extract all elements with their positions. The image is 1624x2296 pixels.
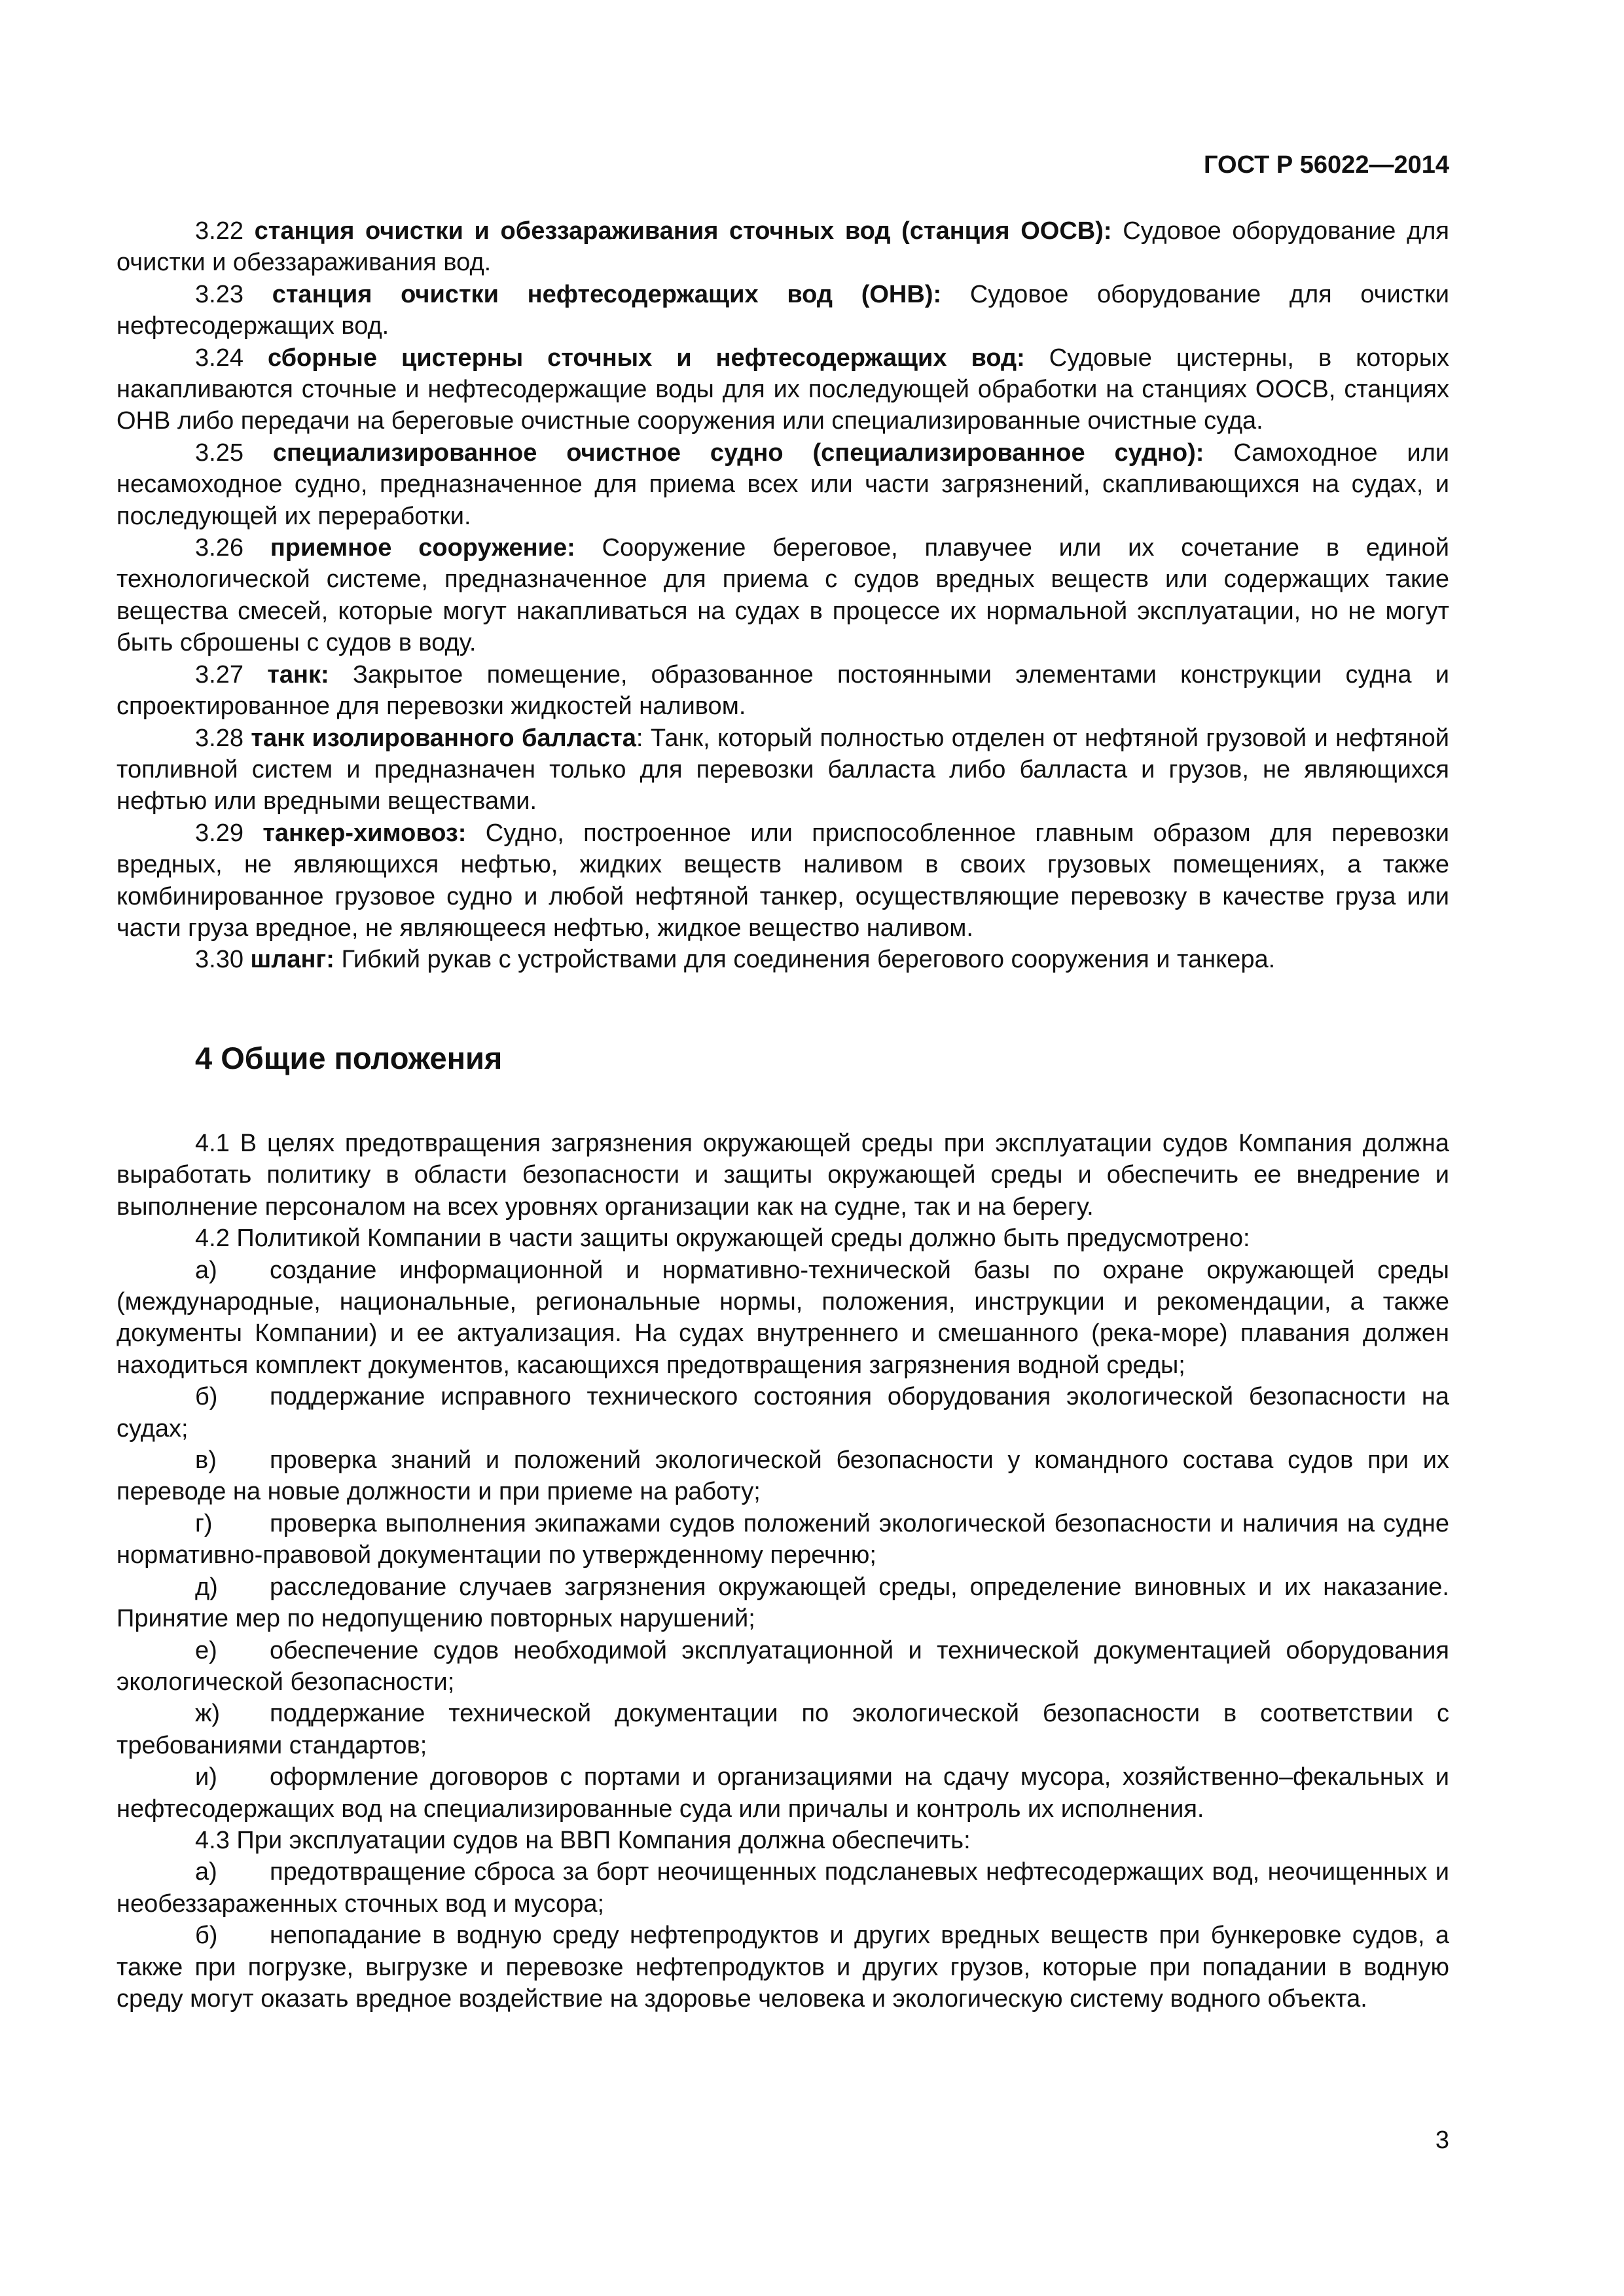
list-text: непопадание в водную среду нефтепродуктов и других вредных веществ при бункеровке судов, а также при погрузке, выгрузке и перевозке нефтепродуктов и других грузов, которые при попадании в водную среду могут оказать вредное воздействие на здоровье человека и экологическую систему водного объекта. <box>117 1922 1449 2013</box>
list-label: а) <box>195 1858 217 1886</box>
list-label: д) <box>195 1573 218 1601</box>
clause-number: 3.28 <box>195 724 244 752</box>
list-text: проверка знаний и положений экологической безопасности у командного состава судов при их переводе на новые должности и при приеме на работу; <box>117 1446 1449 1506</box>
definition-text: Самоходное или несамоходное судно, предназначенное для приема всех или части загрязнений, скапливающихся на судах, и последующей их переработки. <box>117 439 1450 530</box>
definitions-section <box>117 215 1449 976</box>
term: танк: <box>267 660 329 689</box>
clause-number: 3.29 <box>195 819 244 847</box>
list-item-4-3-b <box>117 1920 1449 2015</box>
clause-4-1: 4.1 В целях предотвращения загрязнения окружающей среды при эксплуатации судов Компания должна выработать политику в области безопасности и защиты окружающей среды и обеспечить ее внедрение и выполнение персоналом на всех уровнях организации как на судне, так и на берегу. <box>117 1130 1449 1221</box>
list-item-4-2-i <box>117 1761 1449 1825</box>
term: станция очистки нефтесодержащих вод (ОНВ): <box>272 280 942 308</box>
list-item-4-2-v <box>117 1444 1449 1508</box>
page-number: 3 <box>1435 2126 1449 2154</box>
list-text: оформление договоров с портами и организациями на сдачу мусора, хозяйственно–фекальных и нефтесодержащих вод на специализированные суда или причалы и контроль их исполнения. <box>117 1763 1449 1823</box>
definition-3-22 <box>117 215 1449 279</box>
definition-3-26 <box>117 532 1449 659</box>
clause-4-2: 4.2 Политикой Компании в части защиты окружающей среды должно быть предусмотрено: <box>195 1225 1250 1253</box>
clause-number: 3.23 <box>195 280 244 308</box>
term: танкер-химовоз: <box>262 819 467 847</box>
term: станция очистки и обеззараживания сточных вод (станция ООСВ): <box>254 217 1112 245</box>
definition-3-29 <box>117 817 1449 944</box>
list-label: в) <box>195 1446 217 1475</box>
definition-text: Судовое оборудование для очистки нефтесодержащих вод. <box>117 280 1449 340</box>
clause-number: 3.26 <box>195 534 244 562</box>
list-item-4-2-a <box>117 1255 1449 1382</box>
definition-3-23 <box>117 279 1449 342</box>
list-item-4-2-zh <box>117 1698 1449 1761</box>
term: танк изолированного балласта <box>251 724 636 752</box>
list-label: е) <box>195 1636 217 1664</box>
definition-3-25 <box>117 437 1449 532</box>
list-text: проверка выполнения экипажами судов положений экологической безопасности и наличия на судне нормативно-правовой документации по утвержденному перечню; <box>117 1509 1449 1570</box>
definition-3-24 <box>117 342 1449 437</box>
term: шланг: <box>250 946 334 974</box>
definition-text: Судно, построенное или приспособленное главным образом для перевозки вредных, не являющихся нефтью, жидких веществ наливом в своих грузовых помещениях, а также комбинированное грузовое судно и любой нефтяной танкер, осуществляющие перевозку в качестве груза или части груза вредное, не являющееся нефтью, жидкое вещество наливом. <box>117 819 1449 942</box>
definition-3-30 <box>117 944 1449 975</box>
list-item-4-2-e <box>117 1635 1449 1698</box>
clause-4-3: 4.3 При эксплуатации судов на ВВП Компания должна обеспечить: <box>195 1826 971 1854</box>
list-label: а) <box>195 1256 217 1284</box>
term: сборные цистерны сточных и нефтесодержащих вод: <box>267 344 1025 372</box>
clause-number: 3.24 <box>195 344 244 372</box>
list-text: обеспечение судов необходимой эксплуатационной и технической документацией оборудования экологической безопасности; <box>117 1636 1449 1696</box>
list-item-4-2-b <box>117 1381 1449 1444</box>
definition-text: Гибкий рукав с устройствами для соединения берегового сооружения и танкера. <box>334 946 1276 974</box>
list-label: ж) <box>195 1700 221 1728</box>
list-label: и) <box>195 1763 217 1791</box>
list-text: поддержание технической документации по экологической безопасности в соответствии с требованиями стандартов; <box>117 1700 1449 1759</box>
section-heading: 4 Общие положения <box>195 1041 503 1075</box>
definition-text: : Танк, который полностью отделен от нефтяной грузовой и нефтяной топливной систем и предназначен только для перевозки балласта либо балласта и грузов, не являющихся нефтью или вредными веществами. <box>117 724 1449 816</box>
list-text: расследование случаев загрязнения окружающей среды, определение виновных и их наказание. Принятие мер по недопущению повторных нарушений; <box>117 1573 1449 1633</box>
list-item-4-2-g <box>117 1508 1449 1571</box>
clause-number: 3.30 <box>195 946 244 974</box>
general-provisions-section <box>117 1128 1449 2015</box>
list-text: поддержание исправного технического состояния оборудования экологической безопасности на судах; <box>117 1383 1449 1443</box>
definition-text: Сооружение береговое, плавучее или их сочетание в единой технологической системе, предназначенное для приема с судов вредных веществ или содержащих такие вещества смесей, которые могут накапливаться на судах в процессе их нормальной эксплуатации, но не могут быть сброшены с судов в воду. <box>117 534 1449 657</box>
definition-text: Судовые цистерны, в которых накапливаются сточные и нефтесодержащие воды для их последующей обработки на станциях ООСВ, станциях ОНВ либо передачи на береговые очистные сооружения или специализированные очистные суда. <box>117 344 1450 435</box>
list-item-4-3-a <box>117 1856 1449 1920</box>
list-text: создание информационной и нормативно-технической базы по охране окружающей среды (международные, национальные, региональные нормы, положения, инструкции и рекомендации, а также документы Компании) и ее актуализация. На судах внутреннего и смешанного (река-море) плавания должен находиться комплект документов, касающихся предотвращения загрязнения водной среды; <box>117 1256 1449 1379</box>
list-text: предотвращение сброса за борт неочищенных подсланевых нефтесодержащих вод, неочищенных и необеззараженных сточных вод и мусора; <box>117 1858 1449 1918</box>
clause-number: 3.25 <box>195 439 244 467</box>
term: специализированное очистное судно (специализированное судно): <box>272 439 1204 467</box>
definition-3-27 <box>117 659 1449 723</box>
list-label: г) <box>195 1509 213 1537</box>
term: приемное сооружение: <box>270 534 575 562</box>
definition-text: Закрытое помещение, образованное постоянными элементами конструкции судна и спроектированное для перевозки жидкостей наливом. <box>117 660 1449 721</box>
document-designation: ГОСТ Р 56022—2014 <box>1204 151 1449 179</box>
list-label: б) <box>195 1922 218 1950</box>
clause-number: 3.27 <box>195 660 244 689</box>
definition-text: Судовое оборудование для очистки и обеззараживания вод. <box>117 217 1450 277</box>
clause-number: 3.22 <box>195 217 244 245</box>
list-label: б) <box>195 1383 218 1411</box>
list-item-4-2-d <box>117 1571 1449 1635</box>
definition-3-28 <box>117 723 1449 817</box>
